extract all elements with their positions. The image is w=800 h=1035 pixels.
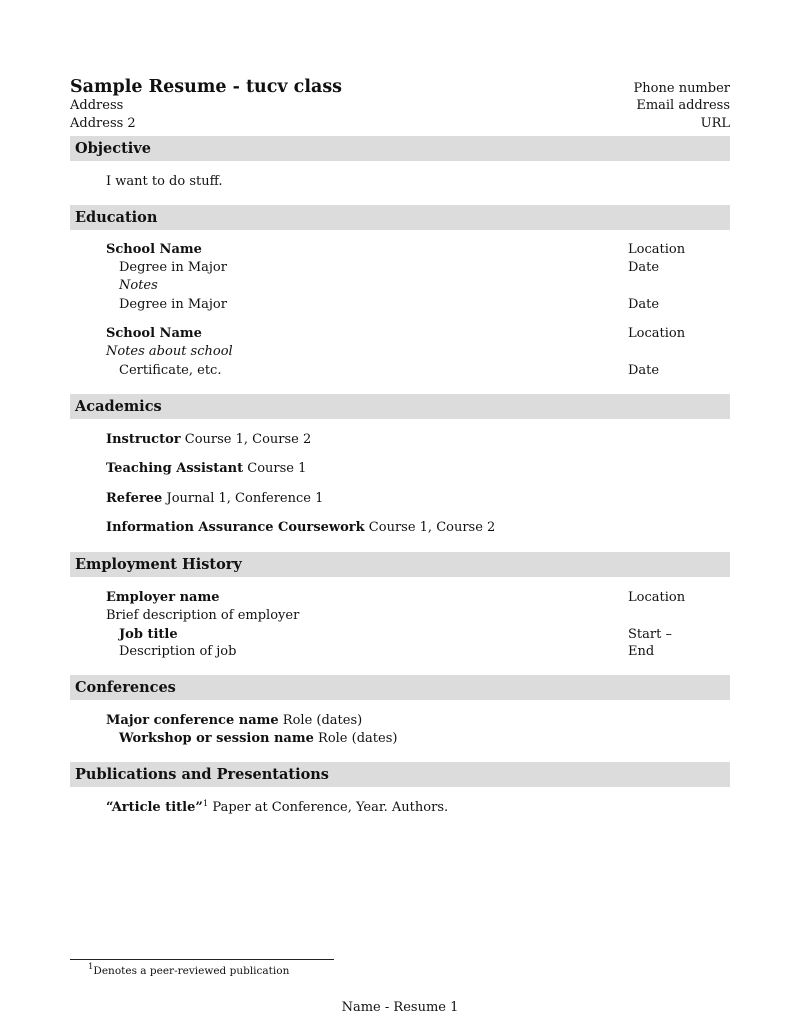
resume-title: Sample Resume - tucv class	[70, 77, 343, 97]
section-bar-academics	[70, 394, 730, 419]
degree-date: Date	[628, 297, 660, 312]
job-start: Start –	[628, 627, 672, 642]
address-2: Address 2	[70, 116, 136, 131]
section-bar-conferences	[70, 675, 730, 700]
academics-item-label: Instructor	[106, 432, 181, 447]
job-title: Job title	[119, 627, 178, 642]
section-bar-education	[70, 205, 730, 230]
job-description: Description of job	[119, 644, 237, 659]
footnote-number: 1	[88, 962, 94, 972]
section-bar-publications	[70, 762, 730, 787]
section-heading-academics: Academics	[75, 398, 162, 415]
conference-name: Major conference name	[106, 713, 279, 728]
school-location: Location	[628, 242, 686, 257]
academics-item-label: Referee	[106, 491, 163, 506]
article-title: “Article title”	[106, 800, 203, 815]
academics-item-value: Journal 1, Conference 1	[166, 491, 324, 506]
employer-description: Brief description of employer	[106, 608, 300, 623]
job-end: End	[628, 644, 655, 659]
phone-number: Phone number	[633, 81, 730, 96]
school-notes: Notes about school	[106, 344, 233, 359]
academics-item	[106, 461, 306, 477]
footnote-rule	[70, 959, 334, 960]
footnote-marker: 1	[202, 799, 209, 809]
email-address: Email address	[636, 98, 730, 113]
degree: Degree in Major	[119, 260, 227, 275]
publication-entry	[106, 800, 448, 816]
employer-location: Location	[628, 590, 686, 605]
academics-item-value: Course 1, Course 2	[368, 520, 496, 535]
section-heading-education: Education	[75, 209, 158, 226]
url: URL	[700, 116, 730, 131]
workshop-entry	[119, 731, 397, 747]
school-name: School Name	[106, 242, 202, 257]
section-heading-conferences: Conferences	[75, 679, 176, 696]
page-footer: Name - Resume 1	[341, 1000, 459, 1015]
footnote-text: Denotes a peer-reviewed publication	[93, 965, 290, 977]
school-location: Location	[628, 326, 686, 341]
academics-item	[106, 432, 311, 448]
section-bar-employment	[70, 552, 730, 577]
academics-item-label: Information Assurance Coursework	[106, 520, 365, 535]
conference-entry	[106, 713, 362, 729]
academics-item-value: Course 1, Course 2	[184, 432, 312, 447]
certificate-date: Date	[628, 363, 660, 378]
section-heading-objective: Objective	[75, 140, 151, 157]
workshop-name: Workshop or session name	[119, 731, 314, 746]
article-details: Paper at Conference, Year. Authors.	[212, 800, 449, 815]
footnote	[88, 963, 289, 979]
workshop-role: Role (dates)	[318, 731, 398, 746]
objective-text: I want to do stuff.	[106, 174, 223, 189]
academics-item	[106, 491, 323, 507]
employer-name: Employer name	[106, 590, 220, 605]
section-bar-objective	[70, 136, 730, 161]
academics-item-value: Course 1	[247, 461, 307, 476]
academics-item	[106, 520, 495, 536]
academics-item-label: Teaching Assistant	[106, 461, 244, 476]
school-name: School Name	[106, 326, 202, 341]
certificate: Certificate, etc.	[119, 363, 222, 378]
conference-role: Role (dates)	[282, 713, 363, 728]
degree: Degree in Major	[119, 297, 227, 312]
section-heading-employment: Employment History	[75, 556, 242, 573]
address: Address	[70, 98, 124, 113]
degree-date: Date	[628, 260, 660, 275]
section-heading-publications: Publications and Presentations	[75, 766, 329, 783]
degree-notes: Notes	[119, 278, 158, 293]
